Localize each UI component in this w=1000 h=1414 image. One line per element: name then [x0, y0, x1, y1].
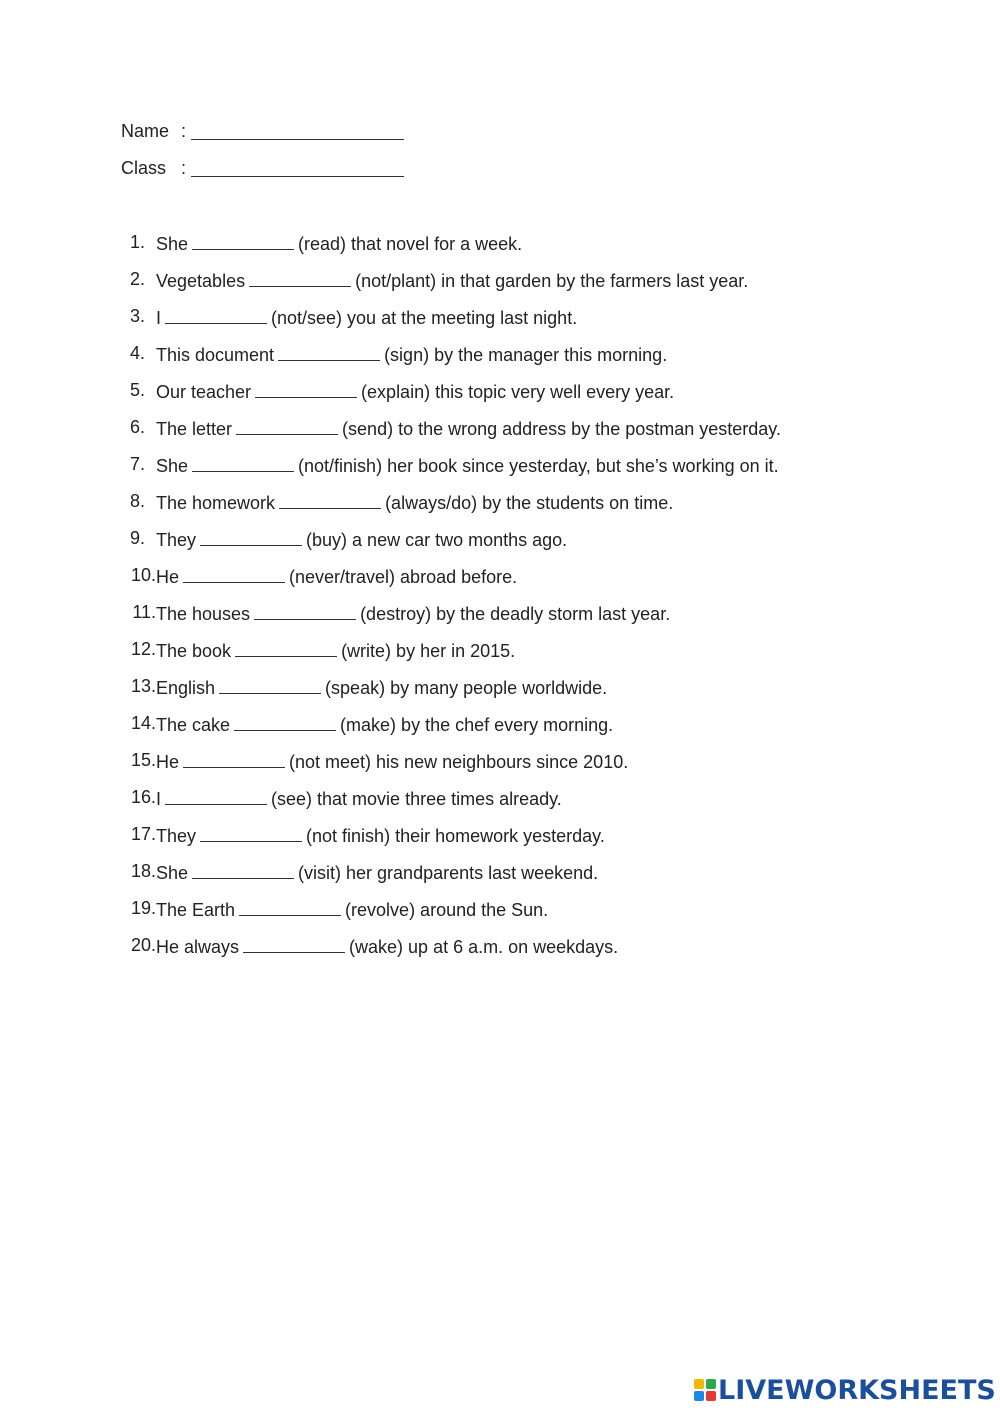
logo-square: [706, 1379, 716, 1389]
question-text: [156, 306, 577, 329]
answer-blank[interactable]: [192, 232, 294, 250]
question-text: [156, 935, 618, 958]
liveworksheets-logo: [694, 1374, 996, 1406]
question-prompt: (always/do) by the students on time.: [385, 493, 674, 513]
question-text: [156, 676, 607, 699]
name-field-row: [121, 121, 404, 158]
question-subject: The cake: [156, 715, 231, 735]
question-number: 13.: [130, 676, 156, 696]
question-number: 9.: [129, 528, 145, 548]
question-text: [156, 639, 515, 662]
question-subject: She: [156, 456, 189, 476]
question-prompt: (see) that movie three times already.: [271, 789, 562, 809]
answer-blank[interactable]: [235, 639, 337, 657]
question-prompt: (not meet) his new neighbours since 2010.: [289, 752, 629, 772]
question-item: [125, 713, 781, 750]
question-number: 2.: [129, 269, 145, 289]
brand-text: LIVEWORKSHEETS: [718, 1374, 996, 1406]
question-number: 14.: [130, 713, 156, 733]
question-prompt: (sign) by the manager this morning.: [384, 345, 668, 365]
question-item: [125, 824, 781, 861]
question-prompt: (read) that novel for a week.: [298, 234, 523, 254]
question-number: 19.: [130, 898, 156, 918]
question-number: 1.: [129, 232, 145, 252]
question-text: [156, 343, 667, 366]
question-number: 8.: [129, 491, 145, 511]
name-label: Name: [121, 121, 170, 141]
answer-blank[interactable]: [255, 380, 357, 398]
name-separator: :: [181, 121, 187, 141]
question-prompt: (never/travel) abroad before.: [289, 567, 518, 587]
question-subject: Vegetables: [156, 271, 246, 291]
question-list: [125, 232, 781, 972]
question-item: [125, 380, 781, 417]
question-number: 3.: [129, 306, 145, 326]
answer-blank[interactable]: [183, 750, 285, 768]
question-item: [125, 676, 781, 713]
question-text: [156, 269, 748, 292]
question-item: [125, 491, 781, 528]
question-prompt: (destroy) by the deadly storm last year.: [360, 604, 671, 624]
student-info-fields: [121, 121, 404, 195]
question-text: [156, 750, 628, 773]
question-text: [156, 713, 613, 736]
question-subject: This document: [156, 345, 275, 365]
question-item: [125, 898, 781, 935]
class-field-row: [121, 158, 404, 195]
question-item: [125, 787, 781, 824]
question-prompt: (wake) up at 6 a.m. on weekdays.: [349, 937, 619, 957]
answer-blank[interactable]: [192, 454, 294, 472]
question-item: [125, 232, 781, 269]
question-text: [156, 565, 517, 588]
question-prompt: (explain) this topic very well every year.: [361, 382, 675, 402]
class-label: Class: [121, 158, 167, 178]
question-item: [125, 269, 781, 306]
logo-square: [694, 1391, 704, 1401]
question-subject: The book: [156, 641, 232, 661]
answer-blank[interactable]: [234, 713, 336, 731]
question-subject: English: [156, 678, 216, 698]
question-item: [125, 417, 781, 454]
question-item: [125, 861, 781, 898]
question-number: 16.: [130, 787, 156, 807]
question-number: 7.: [129, 454, 145, 474]
liveworksheets-logo-icon: [694, 1379, 716, 1401]
question-subject: They: [156, 530, 197, 550]
question-number: 11.: [132, 602, 156, 622]
answer-blank[interactable]: [254, 602, 356, 620]
question-text: [156, 602, 670, 625]
answer-blank[interactable]: [219, 676, 321, 694]
question-text: [156, 824, 605, 847]
question-item: [125, 602, 781, 639]
question-number: 15.: [130, 750, 156, 770]
question-text: [156, 454, 779, 477]
answer-blank[interactable]: [192, 861, 294, 879]
question-text: [156, 787, 562, 810]
question-text: [156, 528, 567, 551]
question-text: [156, 232, 522, 255]
question-item: [125, 750, 781, 787]
answer-blank[interactable]: [249, 269, 351, 287]
question-item: [125, 306, 781, 343]
question-number: 4.: [129, 343, 145, 363]
question-prompt: (make) by the chef every morning.: [340, 715, 614, 735]
question-prompt: (visit) her grandparents last weekend.: [298, 863, 599, 883]
question-text: [156, 898, 548, 921]
answer-blank[interactable]: [239, 898, 341, 916]
name-blank-line[interactable]: [191, 121, 404, 140]
class-blank-line[interactable]: [191, 158, 404, 177]
question-number: 5.: [129, 380, 145, 400]
question-number: 18.: [130, 861, 156, 881]
answer-blank[interactable]: [278, 343, 380, 361]
question-item: [125, 528, 781, 565]
question-subject: The houses: [156, 604, 251, 624]
question-subject: I: [156, 789, 162, 809]
question-text: [156, 417, 781, 440]
question-text: [156, 491, 673, 514]
question-number: 17.: [130, 824, 156, 844]
question-prompt: (send) to the wrong address by the postman yesterday.: [342, 419, 781, 439]
answer-blank[interactable]: [183, 565, 285, 583]
question-subject: He: [156, 752, 180, 772]
question-number: 10.: [130, 565, 156, 585]
question-subject: The Earth: [156, 900, 236, 920]
question-prompt: (write) by her in 2015.: [341, 641, 516, 661]
question-subject: I: [156, 308, 162, 328]
answer-blank[interactable]: [243, 935, 345, 953]
question-prompt: (not/see) you at the meeting last night.: [271, 308, 578, 328]
question-item: [125, 454, 781, 491]
question-prompt: (revolve) around the Sun.: [345, 900, 549, 920]
question-prompt: (not/plant) in that garden by the farmers last year.: [355, 271, 749, 291]
question-item: [125, 565, 781, 602]
question-subject: The letter: [156, 419, 233, 439]
question-prompt: (speak) by many people worldwide.: [325, 678, 608, 698]
question-subject: They: [156, 826, 197, 846]
answer-blank[interactable]: [165, 787, 267, 805]
question-number: 20.: [130, 935, 156, 955]
answer-blank[interactable]: [279, 491, 381, 509]
question-item: [125, 343, 781, 380]
answer-blank[interactable]: [200, 528, 302, 546]
question-subject: The homework: [156, 493, 276, 513]
question-prompt: (not finish) their homework yesterday.: [306, 826, 605, 846]
question-text: [156, 861, 598, 884]
question-subject: She: [156, 234, 189, 254]
question-subject: He: [156, 567, 180, 587]
question-text: [156, 380, 674, 403]
logo-square: [694, 1379, 704, 1389]
question-prompt: (not/finish) her book since yesterday, but she’s working on it.: [298, 456, 779, 476]
question-item: [125, 639, 781, 676]
question-number: 12.: [130, 639, 156, 659]
class-separator: :: [181, 158, 187, 178]
answer-blank[interactable]: [200, 824, 302, 842]
logo-square: [706, 1391, 716, 1401]
question-item: [125, 935, 781, 972]
question-subject: He always: [156, 937, 240, 957]
question-prompt: (buy) a new car two months ago.: [306, 530, 568, 550]
answer-blank[interactable]: [236, 417, 338, 435]
question-subject: She: [156, 863, 189, 883]
answer-blank[interactable]: [165, 306, 267, 324]
question-subject: Our teacher: [156, 382, 252, 402]
question-number: 6.: [129, 417, 145, 437]
